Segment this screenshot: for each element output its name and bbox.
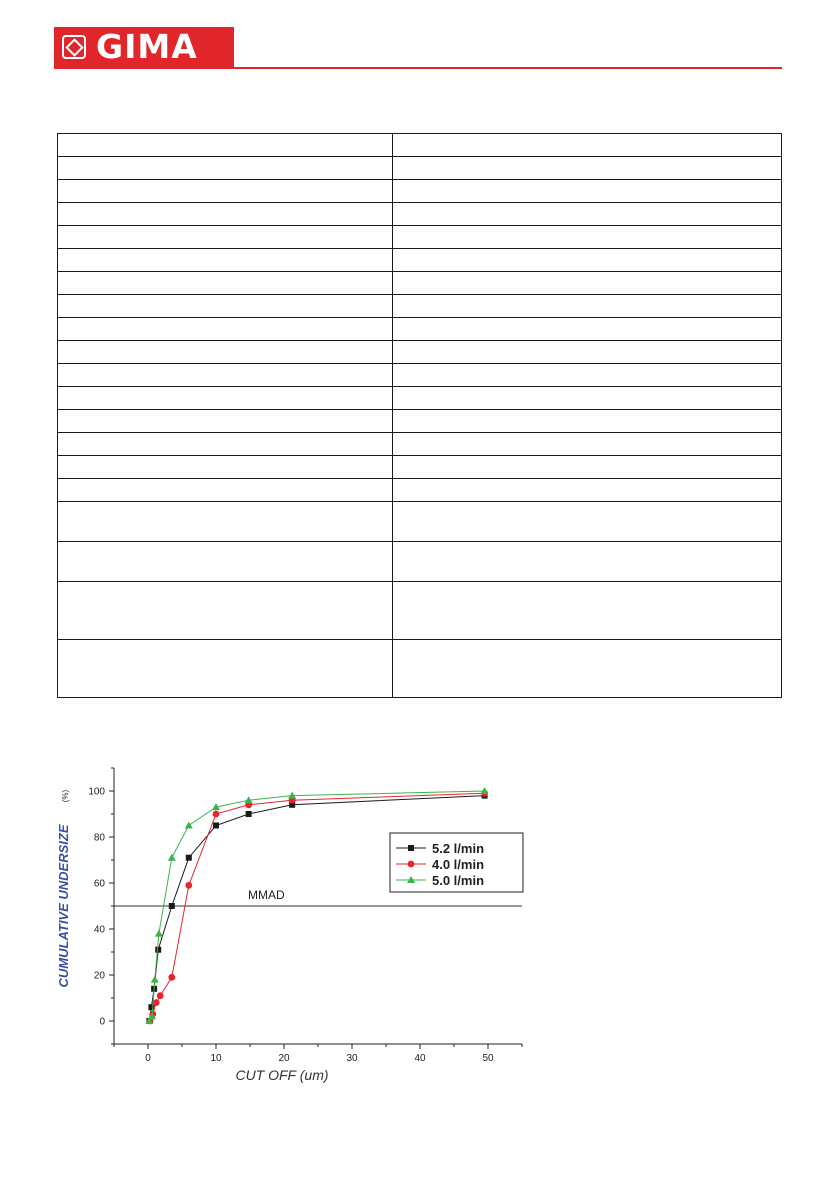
series-square — [146, 793, 487, 1024]
spec-value-cell — [393, 502, 782, 542]
spec-label-cell — [58, 272, 393, 295]
spec-value-cell — [393, 249, 782, 272]
spec-value-cell — [393, 640, 782, 698]
spec-value-cell — [393, 433, 782, 456]
spec-value-cell — [393, 341, 782, 364]
spec-label-cell — [58, 157, 393, 180]
data-point — [155, 930, 163, 937]
spec-label-cell — [58, 341, 393, 364]
spec-value-cell — [393, 203, 782, 226]
mmad-label: MMAD — [248, 888, 285, 902]
brand-logo — [54, 27, 234, 67]
table-row — [58, 157, 782, 180]
table-row — [58, 410, 782, 433]
series-line — [149, 796, 484, 1021]
table-row — [58, 640, 782, 698]
data-point — [246, 811, 252, 817]
table-row — [58, 249, 782, 272]
y-axis-unit: (%) — [61, 789, 70, 803]
table-row — [58, 134, 782, 157]
spec-label-cell — [58, 226, 393, 249]
spec-label-cell — [58, 295, 393, 318]
spec-label-cell — [58, 134, 393, 157]
legend-label: 4.0 l/min — [432, 857, 485, 872]
spec-value-cell — [393, 226, 782, 249]
table-row — [58, 364, 782, 387]
data-point — [153, 999, 160, 1006]
spec-label-cell — [58, 249, 393, 272]
spec-label-cell — [58, 410, 393, 433]
table-row — [58, 180, 782, 203]
table-row — [58, 479, 782, 502]
table-row — [58, 295, 782, 318]
data-point — [185, 822, 193, 829]
data-point — [481, 787, 489, 794]
table-row — [58, 433, 782, 456]
table-row — [58, 203, 782, 226]
legend-label: 5.2 l/min — [432, 841, 485, 856]
table-row — [58, 318, 782, 341]
y-tick-label: 60 — [93, 878, 105, 890]
spec-label-cell — [58, 640, 393, 698]
x-tick-label: 10 — [210, 1053, 222, 1064]
data-point — [155, 947, 161, 953]
spec-value-cell — [393, 410, 782, 433]
spec-label-cell — [58, 433, 393, 456]
spec-value-cell — [393, 542, 782, 582]
spec-value-cell — [393, 134, 782, 157]
data-point — [157, 992, 164, 999]
chart-legend — [390, 833, 523, 892]
data-point — [185, 882, 192, 889]
series-line — [150, 793, 485, 1021]
particle-size-chart — [0, 740, 560, 1100]
y-axis-label: CUMULATIVE UNDERSIZE — [56, 824, 71, 988]
spec-label-cell — [58, 542, 393, 582]
y-tick-label: 20 — [93, 970, 105, 982]
spec-label-cell — [58, 479, 393, 502]
spec-value-cell — [393, 157, 782, 180]
x-tick-label: 50 — [482, 1053, 494, 1064]
table-row — [58, 582, 782, 640]
spec-value-cell — [393, 272, 782, 295]
data-point — [186, 855, 192, 861]
spec-value-cell — [393, 479, 782, 502]
spec-label-cell — [58, 180, 393, 203]
header-rule — [54, 67, 782, 69]
logo-text: GIMA — [96, 27, 198, 66]
y-axis-label-group — [56, 789, 71, 987]
spec-value-cell — [393, 180, 782, 203]
x-tick-label: 40 — [414, 1053, 426, 1064]
spec-value-cell — [393, 318, 782, 341]
spec-label-cell — [58, 364, 393, 387]
table-row — [58, 341, 782, 364]
spec-label-cell — [58, 203, 393, 226]
data-point — [168, 854, 176, 861]
spec-value-cell — [393, 582, 782, 640]
table-row — [58, 387, 782, 410]
spec-label-cell — [58, 502, 393, 542]
data-point — [168, 974, 175, 981]
legend-marker — [408, 845, 414, 851]
spec-value-cell — [393, 295, 782, 318]
legend-marker — [408, 861, 415, 868]
spec-label-cell — [58, 456, 393, 479]
table-row — [58, 502, 782, 542]
table-row — [58, 272, 782, 295]
y-tick-label: 80 — [93, 832, 105, 844]
specifications-table — [57, 133, 782, 698]
y-tick-label: 40 — [93, 924, 105, 936]
table-row — [58, 226, 782, 249]
spec-label-cell — [58, 318, 393, 341]
spec-value-cell — [393, 387, 782, 410]
gima-emblem-icon — [62, 35, 86, 59]
table-row — [58, 542, 782, 582]
data-point — [213, 823, 219, 829]
x-tick-label: 30 — [346, 1053, 358, 1064]
x-tick-label: 0 — [145, 1053, 151, 1064]
data-point — [151, 976, 159, 983]
x-axis-label: CUT OFF (um) — [235, 1067, 329, 1083]
legend-label: 5.0 l/min — [432, 873, 485, 888]
data-point — [148, 1004, 154, 1010]
spec-label-cell — [58, 387, 393, 410]
y-tick-label: 100 — [88, 786, 105, 798]
series-circle — [147, 790, 488, 1025]
spec-value-cell — [393, 456, 782, 479]
spec-label-cell — [58, 582, 393, 640]
y-tick-label: 0 — [99, 1016, 105, 1028]
data-point — [213, 811, 220, 818]
table-row — [58, 456, 782, 479]
spec-value-cell — [393, 364, 782, 387]
x-tick-label: 20 — [278, 1053, 290, 1064]
data-point — [169, 903, 175, 909]
